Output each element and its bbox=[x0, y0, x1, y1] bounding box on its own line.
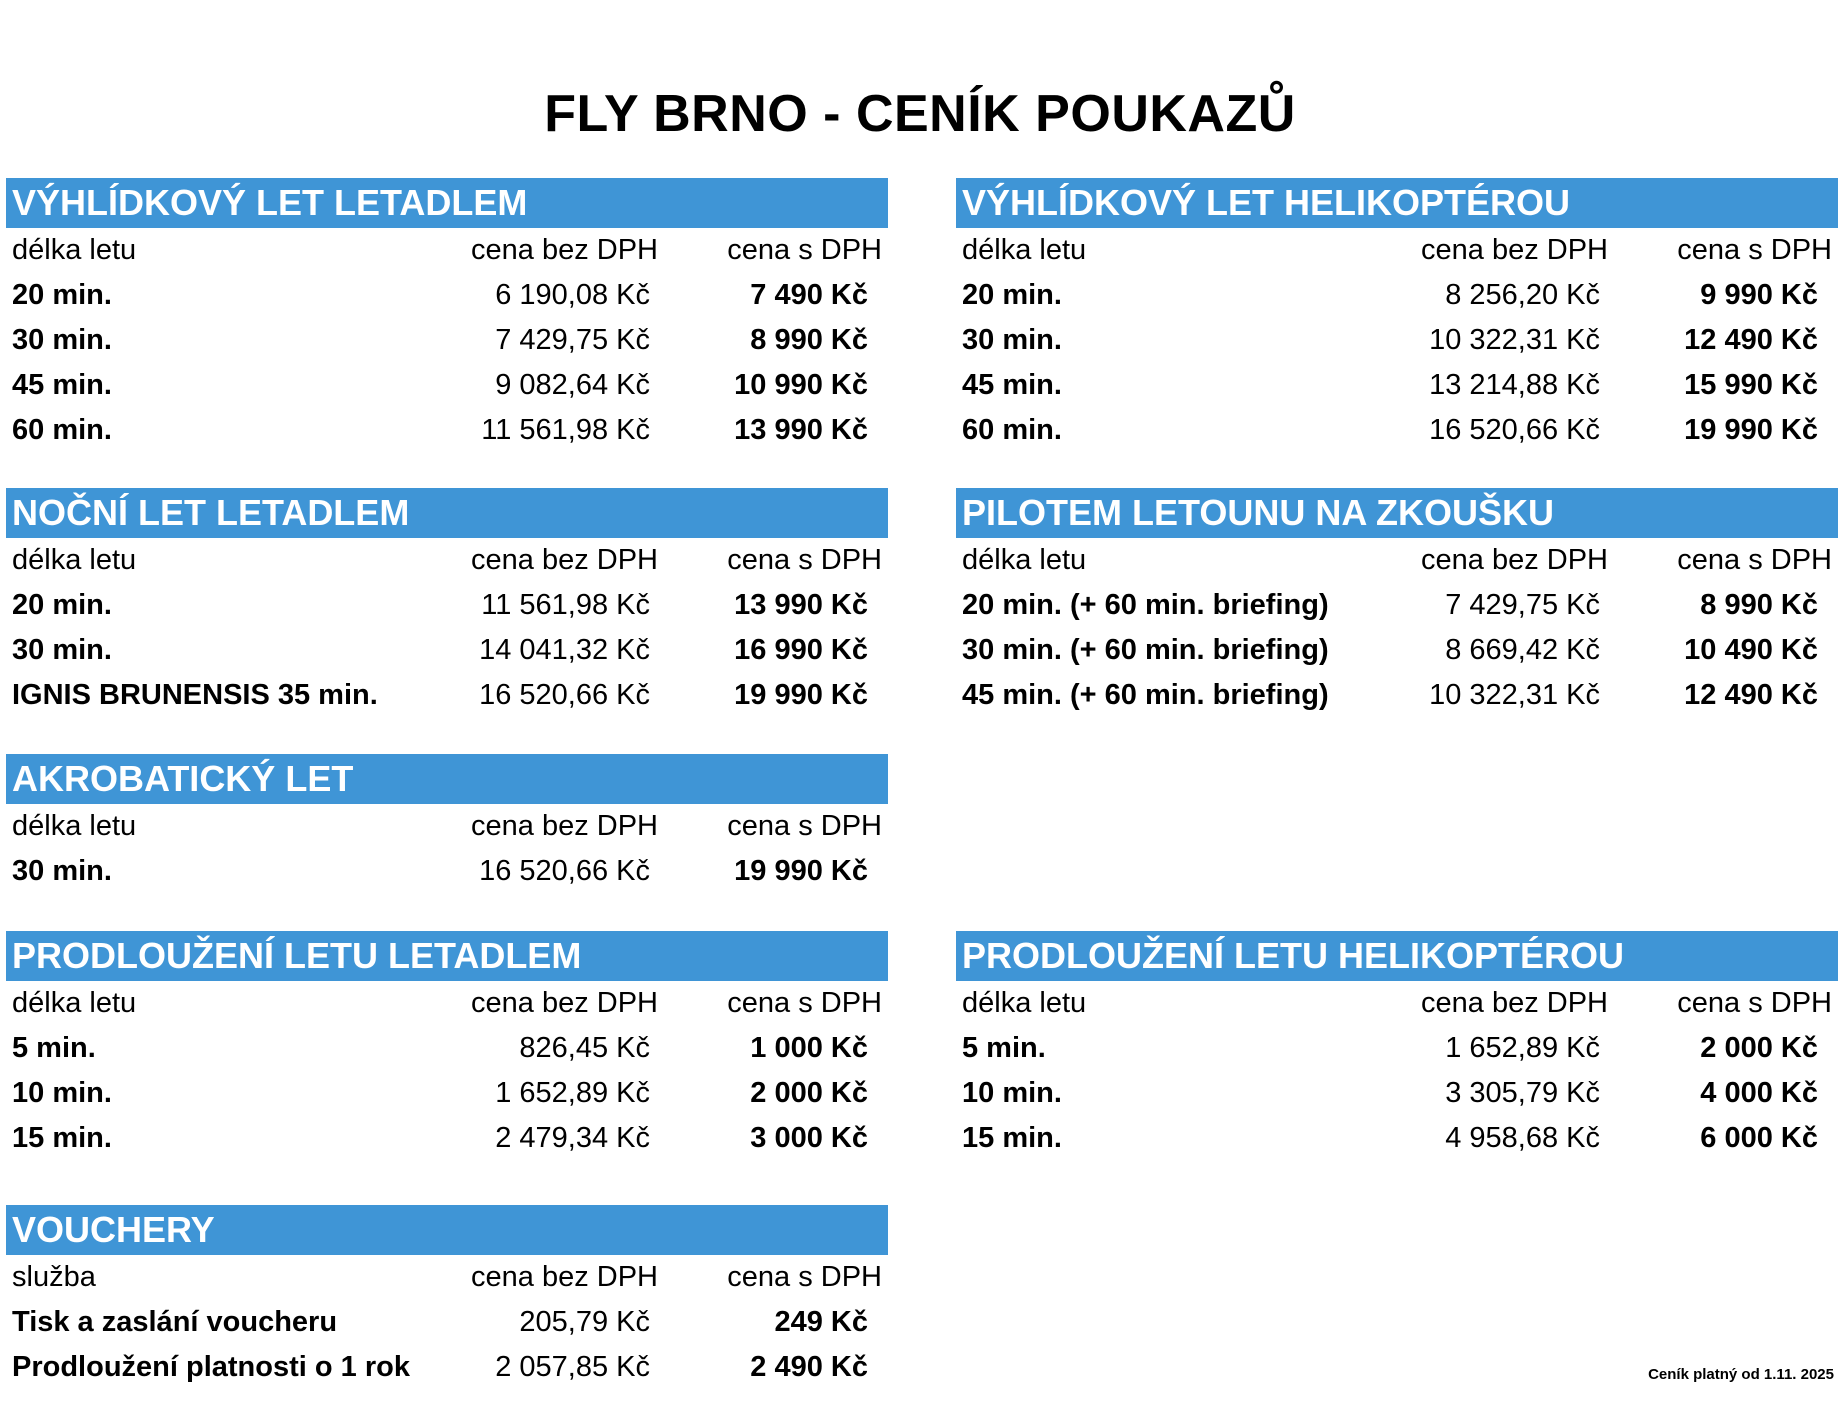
item-name: 5 min. bbox=[12, 1032, 96, 1064]
price-net: 16 520,66 Kč bbox=[479, 679, 650, 711]
price-gross: 13 990 Kč bbox=[734, 414, 868, 446]
price-row bbox=[956, 628, 1838, 673]
price-net: 3 305,79 Kč bbox=[1445, 1077, 1600, 1109]
column-header-price-gross: cena s DPH bbox=[1677, 987, 1832, 1019]
column-header-row bbox=[956, 981, 1838, 1026]
price-net: 1 652,89 Kč bbox=[495, 1077, 650, 1109]
price-gross: 19 990 Kč bbox=[1684, 414, 1818, 446]
price-gross: 249 Kč bbox=[774, 1306, 868, 1338]
column-header-price-net: cena bez DPH bbox=[1421, 234, 1608, 266]
column-header-duration: délka letu bbox=[12, 234, 137, 266]
section-plane-extension bbox=[6, 931, 888, 1161]
price-net: 1 652,89 Kč bbox=[1445, 1032, 1600, 1064]
item-name: 30 min. bbox=[962, 324, 1062, 356]
price-net: 13 214,88 Kč bbox=[1429, 369, 1600, 401]
price-row bbox=[6, 583, 888, 628]
price-row bbox=[6, 273, 888, 318]
section-header: AKROBATICKÝ LET bbox=[6, 754, 888, 804]
column-header-row bbox=[956, 228, 1838, 273]
column-header-duration: délka letu bbox=[962, 544, 1087, 576]
item-name: 10 min. bbox=[962, 1077, 1062, 1109]
column-header-price-gross: cena s DPH bbox=[727, 987, 882, 1019]
price-gross: 8 990 Kč bbox=[750, 324, 868, 356]
section-plane-sightseeing bbox=[6, 178, 888, 453]
column-header-row bbox=[6, 804, 888, 849]
section-vouchers bbox=[6, 1205, 888, 1390]
price-gross: 3 000 Kč bbox=[750, 1122, 868, 1154]
item-name: IGNIS BRUNENSIS 35 min. bbox=[12, 679, 378, 711]
price-gross: 6 000 Kč bbox=[1700, 1122, 1818, 1154]
column-header-price-gross: cena s DPH bbox=[1677, 544, 1832, 576]
item-name: 15 min. bbox=[962, 1122, 1062, 1154]
price-gross: 19 990 Kč bbox=[734, 855, 868, 887]
item-name: 20 min. bbox=[962, 279, 1062, 311]
section-pilot-trial bbox=[956, 488, 1838, 718]
column-header-price-net: cena bez DPH bbox=[471, 544, 658, 576]
item-name: 20 min. bbox=[12, 279, 112, 311]
column-header-duration: délka letu bbox=[12, 810, 137, 842]
column-header-row bbox=[6, 981, 888, 1026]
item-name: 10 min. bbox=[12, 1077, 112, 1109]
price-net: 11 561,98 Kč bbox=[481, 589, 650, 621]
price-row bbox=[6, 318, 888, 363]
section-header: VOUCHERY bbox=[6, 1205, 888, 1255]
price-gross: 2 490 Kč bbox=[750, 1351, 868, 1383]
price-gross: 12 490 Kč bbox=[1684, 679, 1818, 711]
price-net: 10 322,31 Kč bbox=[1429, 679, 1600, 711]
item-name: Prodloužení platnosti o 1 rok bbox=[12, 1351, 410, 1383]
section-heli-extension bbox=[956, 931, 1838, 1161]
price-gross: 13 990 Kč bbox=[734, 589, 868, 621]
price-row bbox=[6, 1345, 888, 1390]
price-net: 11 561,98 Kč bbox=[481, 414, 650, 446]
column-header-duration: délka letu bbox=[962, 234, 1087, 266]
item-name: 20 min. (+ 60 min. briefing) bbox=[962, 589, 1329, 621]
price-row bbox=[6, 628, 888, 673]
column-header-price-net: cena bez DPH bbox=[471, 810, 658, 842]
price-net: 8 256,20 Kč bbox=[1445, 279, 1600, 311]
price-gross: 19 990 Kč bbox=[734, 679, 868, 711]
column-header-price-gross: cena s DPH bbox=[727, 544, 882, 576]
price-net: 2 057,85 Kč bbox=[495, 1351, 650, 1383]
price-row bbox=[6, 1300, 888, 1345]
price-row bbox=[6, 849, 888, 894]
section-header: VÝHLÍDKOVÝ LET LETADLEM bbox=[6, 178, 888, 228]
price-net: 2 479,34 Kč bbox=[495, 1122, 650, 1154]
column-header-price-net: cena bez DPH bbox=[471, 234, 658, 266]
price-net: 826,45 Kč bbox=[519, 1032, 650, 1064]
price-gross: 16 990 Kč bbox=[734, 634, 868, 666]
column-header-price-net: cena bez DPH bbox=[1421, 987, 1608, 1019]
price-row bbox=[6, 673, 888, 718]
item-name: 30 min. bbox=[12, 324, 112, 356]
price-row bbox=[956, 273, 1838, 318]
price-net: 14 041,32 Kč bbox=[479, 634, 650, 666]
item-name: Tisk a zaslání voucheru bbox=[12, 1306, 338, 1338]
price-row bbox=[956, 583, 1838, 628]
price-gross: 2 000 Kč bbox=[1700, 1032, 1818, 1064]
item-name: 5 min. bbox=[962, 1032, 1046, 1064]
price-net: 9 082,64 Kč bbox=[495, 369, 650, 401]
price-gross: 15 990 Kč bbox=[1684, 369, 1818, 401]
price-row bbox=[956, 673, 1838, 718]
column-header-row bbox=[956, 538, 1838, 583]
section-header: PILOTEM LETOUNU NA ZKOUŠKU bbox=[956, 488, 1838, 538]
item-name: 60 min. bbox=[962, 414, 1062, 446]
column-header-price-net: cena bez DPH bbox=[471, 987, 658, 1019]
item-name: 15 min. bbox=[12, 1122, 112, 1154]
column-header-row bbox=[6, 1255, 888, 1300]
price-gross: 2 000 Kč bbox=[750, 1077, 868, 1109]
price-net: 16 520,66 Kč bbox=[479, 855, 650, 887]
price-row bbox=[6, 408, 888, 453]
price-net: 4 958,68 Kč bbox=[1445, 1122, 1600, 1154]
column-header-duration: služba bbox=[12, 1261, 96, 1293]
item-name: 45 min. bbox=[12, 369, 112, 401]
price-net: 6 190,08 Kč bbox=[495, 279, 650, 311]
column-header-row bbox=[6, 538, 888, 583]
column-header-duration: délka letu bbox=[12, 987, 137, 1019]
column-header-price-gross: cena s DPH bbox=[1677, 234, 1832, 266]
item-name: 60 min. bbox=[12, 414, 112, 446]
column-header-price-gross: cena s DPH bbox=[727, 234, 882, 266]
column-header-price-net: cena bez DPH bbox=[471, 1261, 658, 1293]
column-header-price-gross: cena s DPH bbox=[727, 1261, 882, 1293]
price-net: 205,79 Kč bbox=[519, 1306, 650, 1338]
price-gross: 8 990 Kč bbox=[1700, 589, 1818, 621]
price-net: 7 429,75 Kč bbox=[1445, 589, 1600, 621]
price-row bbox=[6, 363, 888, 408]
price-gross: 4 000 Kč bbox=[1700, 1077, 1818, 1109]
price-net: 7 429,75 Kč bbox=[495, 324, 650, 356]
column-header-price-net: cena bez DPH bbox=[1421, 544, 1608, 576]
price-net: 10 322,31 Kč bbox=[1429, 324, 1600, 356]
price-gross: 9 990 Kč bbox=[1700, 279, 1818, 311]
price-gross: 10 490 Kč bbox=[1684, 634, 1818, 666]
item-name: 20 min. bbox=[12, 589, 112, 621]
price-row bbox=[6, 1071, 888, 1116]
price-gross: 1 000 Kč bbox=[750, 1032, 868, 1064]
price-net: 8 669,42 Kč bbox=[1445, 634, 1600, 666]
price-gross: 7 490 Kč bbox=[750, 279, 868, 311]
price-row bbox=[956, 363, 1838, 408]
item-name: 30 min. (+ 60 min. briefing) bbox=[962, 634, 1329, 666]
price-row bbox=[6, 1116, 888, 1161]
page-title: FLY BRNO - CENÍK POUKAZŮ bbox=[544, 85, 1296, 143]
validity-note: Ceník platný od 1.11. 2025 bbox=[1648, 1366, 1834, 1383]
price-net: 16 520,66 Kč bbox=[1429, 414, 1600, 446]
price-row bbox=[956, 318, 1838, 363]
price-row bbox=[956, 408, 1838, 453]
price-row bbox=[956, 1026, 1838, 1071]
item-name: 45 min. bbox=[962, 369, 1062, 401]
item-name: 30 min. bbox=[12, 634, 112, 666]
price-gross: 12 490 Kč bbox=[1684, 324, 1818, 356]
column-header-duration: délka letu bbox=[962, 987, 1087, 1019]
section-header: NOČNÍ LET LETADLEM bbox=[6, 488, 888, 538]
column-header-row bbox=[6, 228, 888, 273]
item-name: 45 min. (+ 60 min. briefing) bbox=[962, 679, 1329, 711]
column-header-duration: délka letu bbox=[12, 544, 137, 576]
price-row bbox=[6, 1026, 888, 1071]
price-row bbox=[956, 1071, 1838, 1116]
section-aerobatic bbox=[6, 754, 888, 894]
section-heli-sightseeing bbox=[956, 178, 1838, 453]
section-night-flight bbox=[6, 488, 888, 718]
section-header: PRODLOUŽENÍ LETU LETADLEM bbox=[6, 931, 888, 981]
price-gross: 10 990 Kč bbox=[734, 369, 868, 401]
price-row bbox=[956, 1116, 1838, 1161]
item-name: 30 min. bbox=[12, 855, 112, 887]
column-header-price-gross: cena s DPH bbox=[727, 810, 882, 842]
section-header: PRODLOUŽENÍ LETU HELIKOPTÉROU bbox=[956, 931, 1838, 981]
section-header: VÝHLÍDKOVÝ LET HELIKOPTÉROU bbox=[956, 178, 1838, 228]
